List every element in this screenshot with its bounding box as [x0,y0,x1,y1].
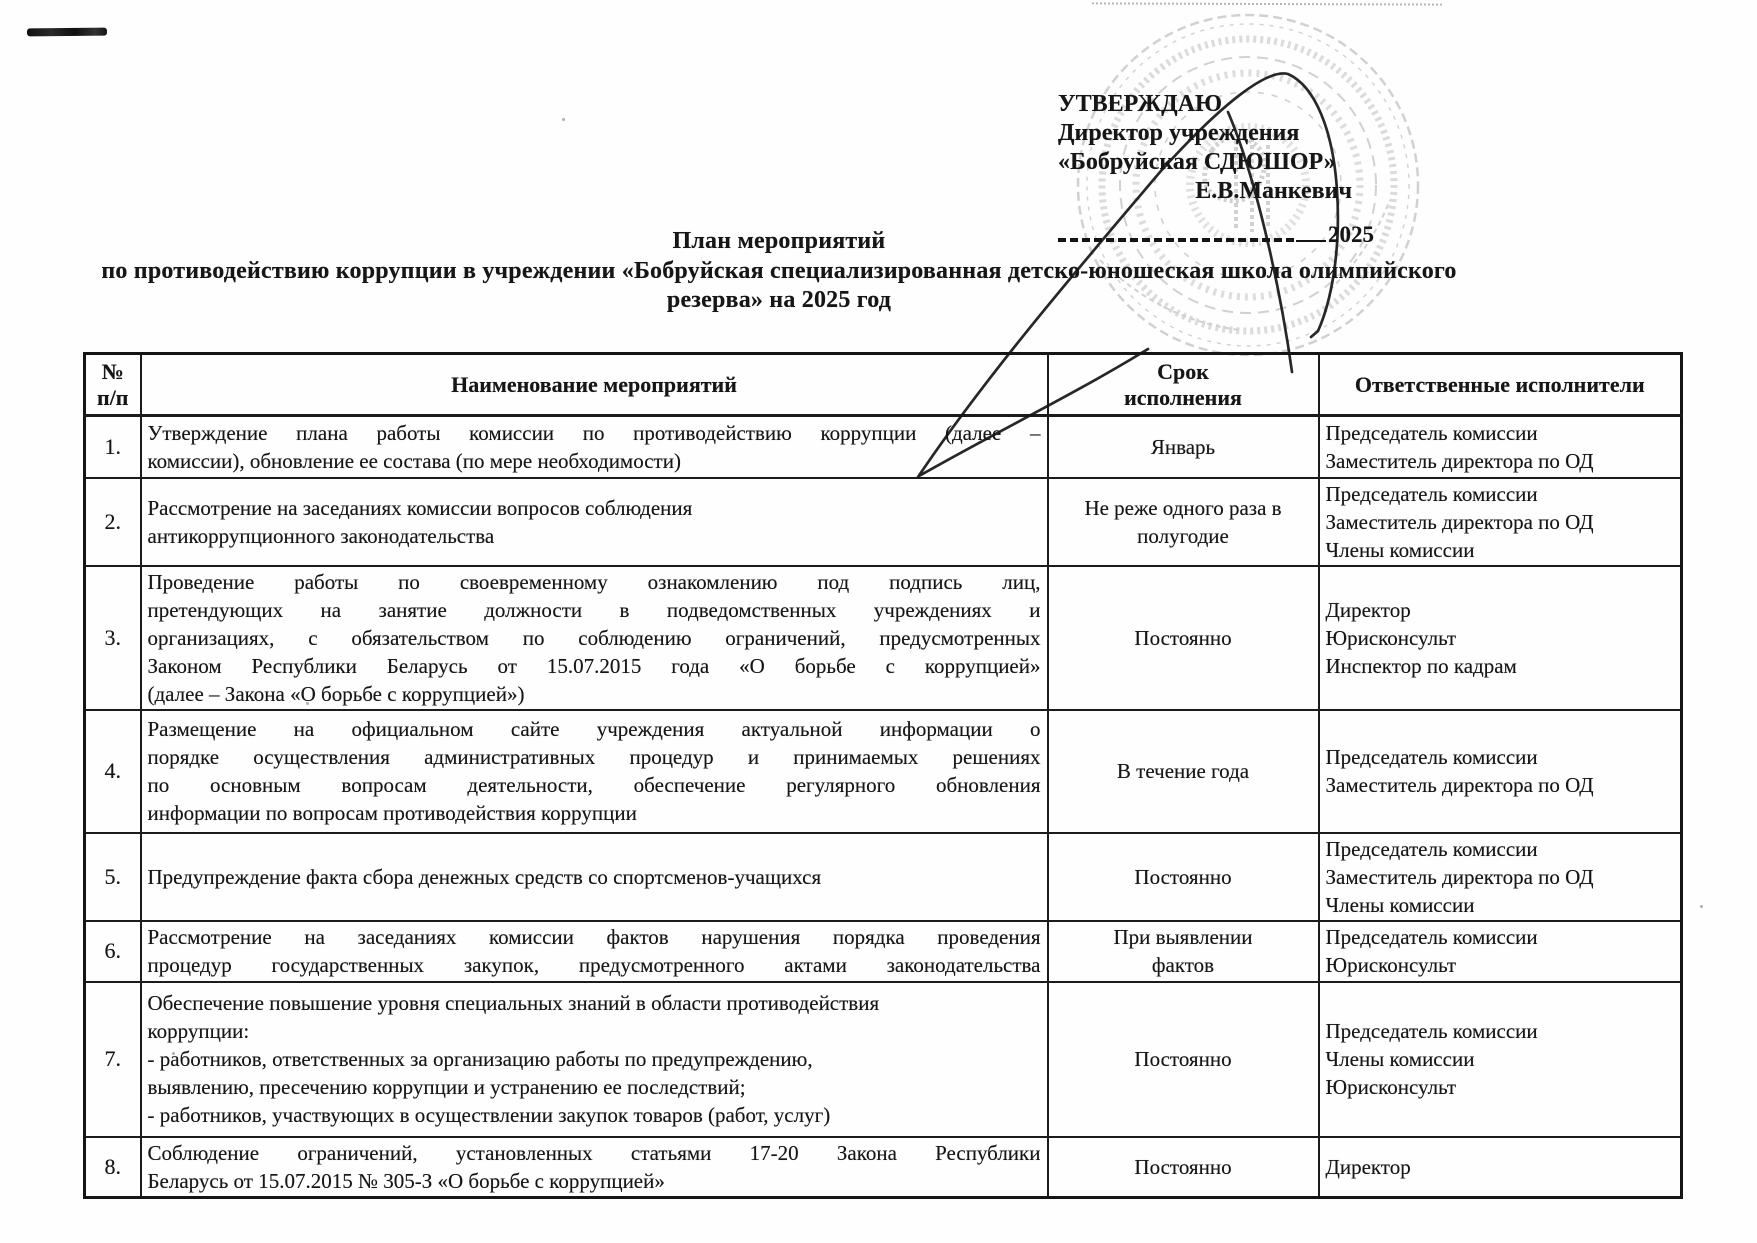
scan-speck [1700,905,1703,908]
scan-speck [562,118,565,121]
row-number: 5. [85,833,141,921]
responsible-cell: Председатель комиссии Юрисконсульт [1319,921,1682,982]
title-line-1: План мероприятий [672,228,886,254]
row-number: 8. [85,1137,141,1198]
responsible-cell: Председатель комиссии Заместитель директора по ОД [1319,710,1682,833]
plan-table [83,352,1683,1199]
approval-block [1058,90,1354,206]
approval-word: УТВЕРЖДАЮ [1058,91,1223,117]
table-row [85,1137,1682,1198]
title-line-3: резерва» на 2025 год [666,287,892,313]
table-row [85,833,1682,921]
responsible-cell: Председатель комиссии Заместитель директора по ОД [1319,416,1682,478]
row-number: 2. [85,478,141,566]
scan-artifact-dotted-line [1092,2,1442,5]
row-number: 7. [85,982,141,1137]
scan-artifact-smudge [27,28,107,37]
activity-cell: Предупреждение факта сбора денежных средств со спортсменов-учащихся [141,833,1048,921]
title-line-2: по противодействию коррупции в учреждении «Бобруйская специализированная детско-юношеская школа олимпийского [101,257,1457,284]
document-title [70,227,1488,316]
activity-cell: Рассмотрение на заседаниях комиссии вопросов соблюдения антикоррупционного законодательства [141,478,1048,566]
table-row [85,921,1682,982]
deadline-cell: Постоянно [1048,1137,1319,1198]
approver-position: Директор учреждения [1058,120,1300,146]
row-number: 6. [85,921,141,982]
activity-cell: Обеспечение повышение уровня специальных знаний в области противодействия коррупции: - работников, ответственных за организацию работы по предупреждению, выявлению, пресечению коррупции и устранению ее последствий; - работников, участвующих в осуществлении закупок товаров (работ, услуг) [141,982,1048,1137]
table-header-row [85,354,1682,416]
header-number: № п/п [85,354,141,416]
row-number: 4. [85,710,141,833]
deadline-cell: Не реже одного раза в полугодие [1048,478,1319,566]
row-number: 1. [85,416,141,478]
table-row [85,478,1682,566]
table-row [85,416,1682,478]
responsible-cell: Директор Юрисконсульт Инспектор по кадрам [1319,566,1682,710]
deadline-cell: При выявлении фактов [1048,921,1319,982]
deadline-cell: Январь [1048,416,1319,478]
activity-cell: Соблюдение ограничений, установленных статьями 17-20 Закона Республики Беларусь от 15.07.2015 № 305-З «О борьбе с коррупцией» [141,1137,1048,1198]
table-row [85,710,1682,833]
responsible-cell: Председатель комиссии Члены комиссии Юрисконсульт [1319,982,1682,1137]
header-responsible: Ответственные исполнители [1319,354,1682,416]
signer-name: Е.В.Манкевич [1195,178,1352,204]
activity-cell: Рассмотрение на заседаниях комиссии фактов нарушения порядка проведения процедур государственных закупок, предусмотренного актами законодательства [141,921,1048,982]
deadline-cell: Постоянно [1048,566,1319,710]
deadline-cell: Постоянно [1048,982,1319,1137]
header-deadline: Срок исполнения [1048,354,1319,416]
activity-cell: Утверждение плана работы комиссии по противодействию коррупции (далее – комиссии), обновление ее состава (по мере необходимости) [141,416,1048,478]
table-row [85,566,1682,710]
deadline-cell: В течение года [1048,710,1319,833]
responsible-cell: Директор [1319,1137,1682,1198]
header-activity: Наименование мероприятий [141,354,1048,416]
responsible-cell: Председатель комиссии Заместитель директора по ОД Члены комиссии [1319,478,1682,566]
table-row [85,982,1682,1137]
responsible-cell: Председатель комиссии Заместитель директора по ОД Члены комиссии [1319,833,1682,921]
organization-name: «Бобруйская СДЮШОР» [1058,149,1336,175]
row-number: 3. [85,566,141,710]
activity-cell: Размещение на официальном сайте учреждения актуальной информации о порядке осуществления административных процедур и принимаемых решениях по основным вопросам деятельности, обеспечение регулярного обновления информации по вопросам противодействия коррупции [141,710,1048,833]
signature-year: 2025 [1328,222,1374,247]
deadline-cell: Постоянно [1048,833,1319,921]
activity-cell: Проведение работы по своевременному ознакомлению под подпись лиц, претендующих на занятие должности в подведомственных учреждениях и организациях, с обязательством по соблюдению ограничений, предусмотренных Законом Республики Беларусь от 15.07.2015 года «О борьбе с коррупцией» (далее – Закона «О борьбе с коррупцией») [141,566,1048,710]
